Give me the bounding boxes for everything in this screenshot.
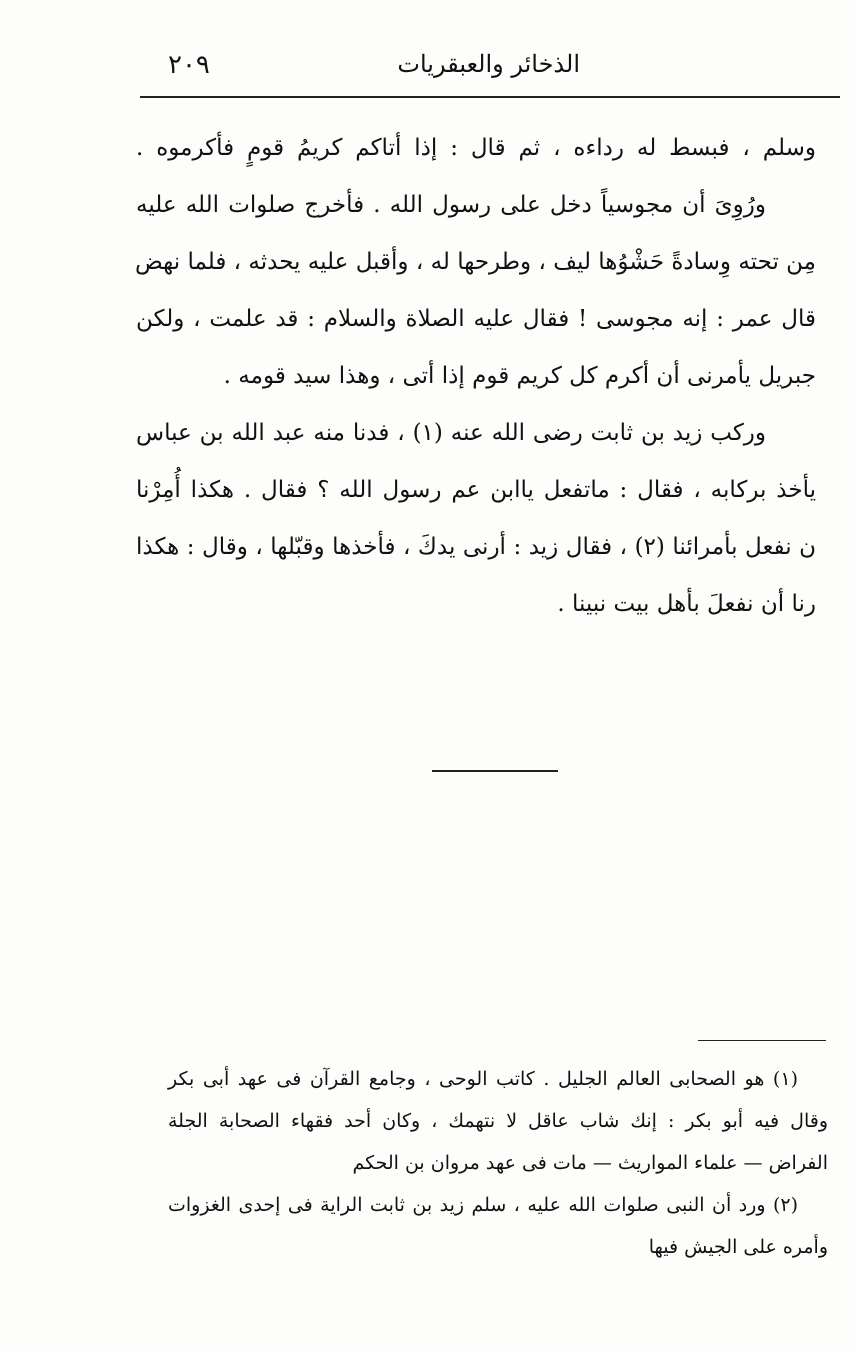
running-title: الذخائر والعبقريات — [397, 50, 580, 78]
text-line: جبريل يأمرنى أن أكرم كل كريم قوم إذا أتى ، وهذا سيد قومه . — [223, 363, 816, 389]
text-line: يأخذ بركابه ، فقال : ماتفعل ياابن عم رسول الله ؟ فقال . هكذا أُمِرْنا — [136, 477, 816, 503]
text-line: ورُوِىَ أن مجوسياً دخل على رسول الله . فأخرج صلوات الله عليه — [136, 192, 766, 218]
footnotes — [168, 1058, 828, 1268]
main-text — [136, 120, 816, 633]
footnote-line: وأمره على الجيش فيها — [648, 1236, 828, 1258]
footnote-rule — [698, 1040, 826, 1041]
text-line: مِن تحته وِسادةً حَشْوُها ليف ، وطرحها له ، وأقبل عليه يحدثه ، فلما نهض — [134, 249, 816, 275]
text-line: رنا أن نفعلَ بأهل بيت نبينا . — [557, 591, 816, 617]
text-line: ن نفعل بأمرائنا (٢) ، فقال زيد : أرنى يدكَ ، فأخذها وقبّلها ، وقال : هكذا — [136, 534, 816, 560]
footnote-line: الفراض — علماء المواريث — مات فى عهد مروان بن الحكم — [352, 1152, 828, 1174]
running-header — [140, 50, 840, 90]
header-rule — [140, 96, 840, 98]
text-line: وركب زيد بن ثابت رضى الله عنه (١) ، فدنا منه عبد الله بن عباس — [136, 420, 766, 446]
text-line: قال عمر : إنه مجوسى ! فقال عليه الصلاة والسلام : قد علمت ، ولكن — [136, 306, 816, 332]
footnote-line: (١) هو الصحابى العالم الجليل . كاتب الوحى ، وجامع القرآن فى عهد أبى بكر — [168, 1068, 798, 1090]
page-number: ٢٠٩ — [168, 50, 210, 80]
text-line: وسلم ، فبسط له رداءه ، ثم قال : إذا أتاكم كريمُ قومٍ فأكرموه . — [136, 135, 816, 161]
footnote-line: وقال فيه أبو بكر : إنك شاب عاقل لا نتهمك ، وكان أحد فقهاء الصحابة الجلة — [168, 1110, 828, 1132]
section-separator — [432, 770, 558, 772]
footnote-line: (٢) ورد أن النبى صلوات الله عليه ، سلم زيد بن ثابت الراية فى إحدى الغزوات — [168, 1194, 798, 1216]
